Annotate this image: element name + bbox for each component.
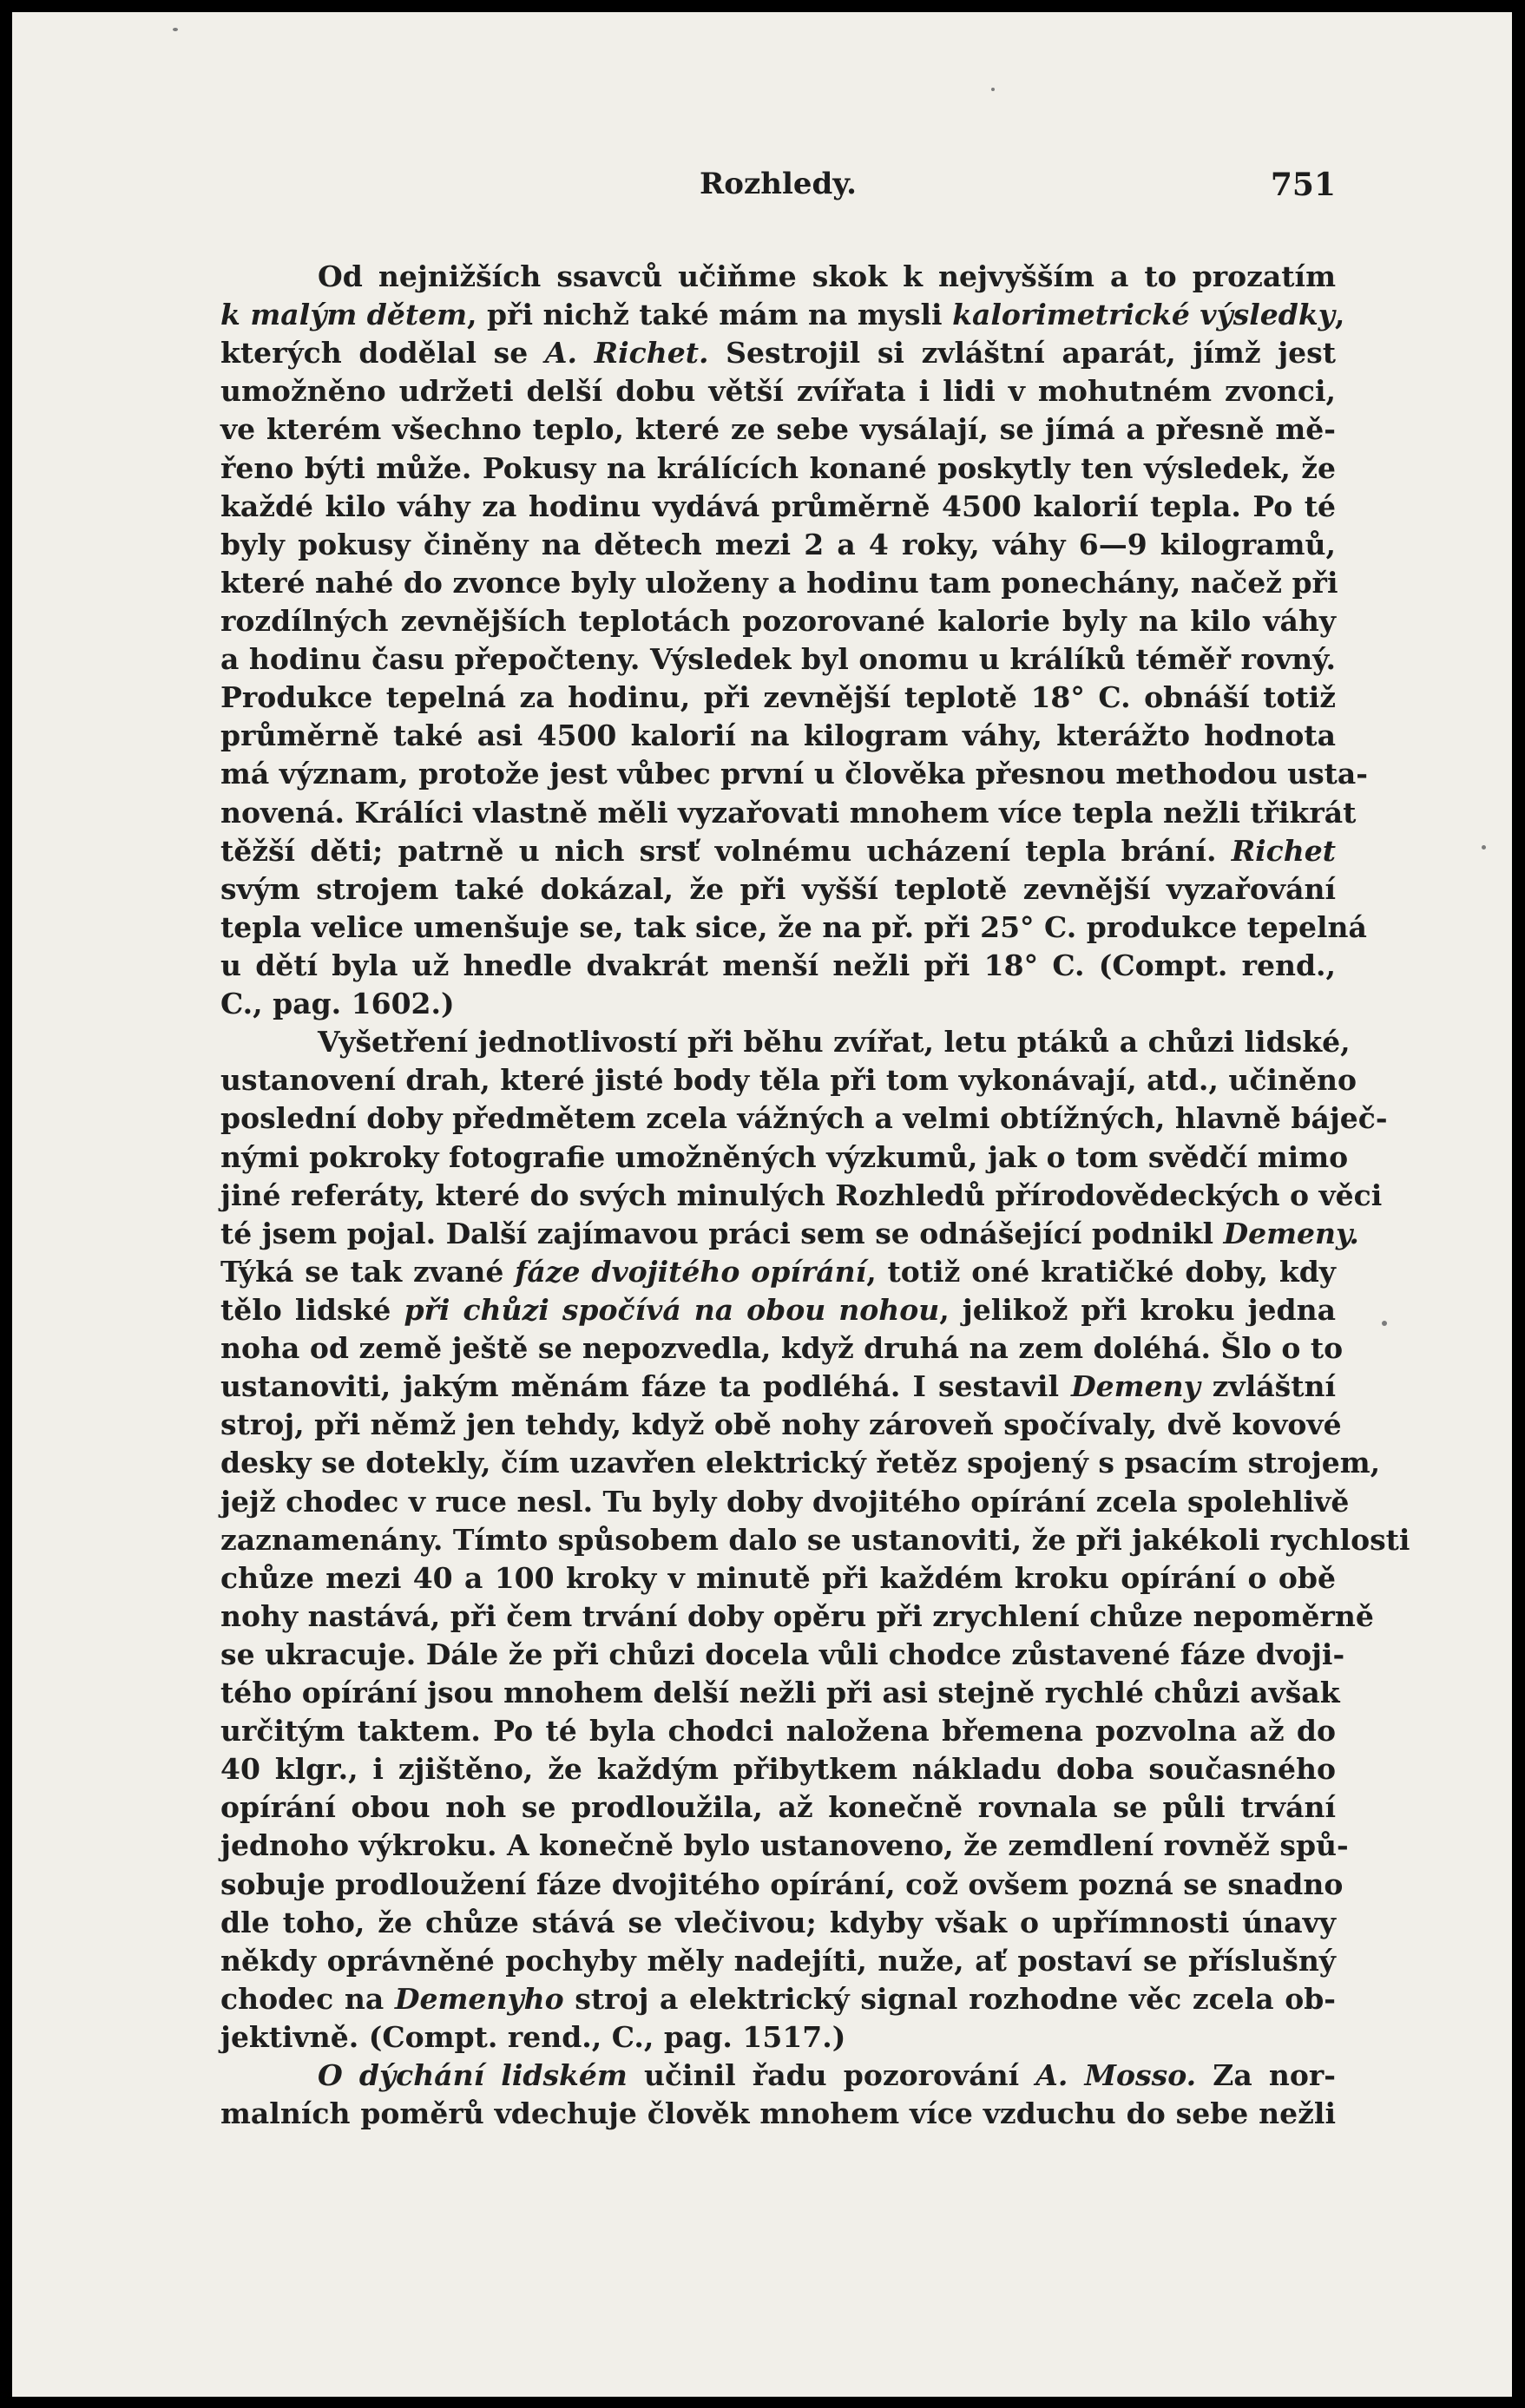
italic-text: O dýchání lidském bbox=[318, 2058, 628, 2093]
text-run: těžší děti; patrně u nich srsť volnému ucházení tepla brání. bbox=[220, 833, 1232, 868]
text-line bbox=[220, 258, 1336, 296]
text-run: Produkce tepelná za hodinu, při zevnější teplotě 18° C. obnáší totiž bbox=[220, 680, 1336, 715]
text-line bbox=[220, 1788, 1336, 1827]
text-run: sobuje prodloužení fáze dvojitého opírání, což ovšem pozná se snadno bbox=[220, 1867, 1344, 1901]
italic-text: při chůzi spočívá na obou nohou bbox=[404, 1292, 940, 1327]
text-line bbox=[220, 602, 1336, 640]
text-run: každé kilo váhy za hodinu vydává průměrně 4500 kalorií tepla. Po té bbox=[220, 489, 1336, 523]
text-run: určitým taktem. Po té byla chodci naložena břemena pozvolna až do bbox=[220, 1714, 1336, 1749]
text-run: má význam, protože jest vůbec první u člověka přesnou methodou usta- bbox=[220, 757, 1368, 791]
text-line bbox=[220, 1750, 1336, 1788]
text-line bbox=[220, 1215, 1359, 1253]
text-line bbox=[220, 947, 1336, 985]
text-run: , jelikož při kroku jedna bbox=[939, 1292, 1336, 1327]
text-run: zvláštní bbox=[1200, 1369, 1336, 1404]
text-line bbox=[220, 2057, 1336, 2095]
text-run: novená. Králíci vlastně měli vyzařovati mnohem více tepla nežli třikrát bbox=[220, 795, 1357, 830]
text-run: té jsem pojal. Další zajímavou práci sem se odnášející podnikl bbox=[220, 1216, 1224, 1250]
text-run: stroj a elektrický signal rozhodne věc zcela ob- bbox=[563, 1981, 1336, 2016]
text-line bbox=[220, 1598, 1374, 1636]
text-run: jejž chodec v ruce nesl. Tu byly doby dvojitého opírání zcela spolehlivě bbox=[220, 1484, 1350, 1519]
text-line bbox=[220, 449, 1336, 488]
text-run: tepla velice umenšuje se, tak sice, že na př. při 25° C. produkce tepelná bbox=[220, 909, 1367, 944]
text-line bbox=[220, 985, 1336, 1023]
text-line bbox=[220, 1023, 1351, 1061]
print-speck bbox=[1382, 1321, 1387, 1326]
text-line bbox=[220, 488, 1336, 526]
text-line bbox=[220, 372, 1336, 410]
text-run: 40 klgr., i zjištěno, že každým přibytkem nákladu doba současného bbox=[220, 1752, 1336, 1787]
text-line bbox=[220, 1329, 1344, 1368]
text-run: , při nichž také mám na mysli bbox=[467, 298, 953, 332]
text-line bbox=[220, 679, 1336, 717]
text-run: dle toho, že chůze stává se vlečivou; kdyby však o upřímnosti únavy bbox=[220, 1905, 1336, 1939]
print-speck bbox=[173, 28, 178, 31]
text-run: tělo lidské bbox=[220, 1292, 404, 1327]
text-run: jektivně. (Compt. rend., C., pag. 1517.) bbox=[220, 2020, 846, 2055]
italic-text: Demenyho bbox=[394, 1981, 564, 2016]
text-line bbox=[220, 794, 1357, 832]
text-run: malních poměrů vdechuje člověk mnohem více vzduchu do sebe nežli bbox=[220, 2096, 1336, 2131]
text-line bbox=[220, 1521, 1410, 1559]
text-line bbox=[220, 1177, 1383, 1215]
text-line bbox=[220, 1138, 1349, 1177]
text-run: tého opírání jsou mnohem delší nežli při asi stejně rychlé chůzi avšak bbox=[220, 1676, 1340, 1710]
print-speck bbox=[991, 88, 995, 91]
text-run: a hodinu času přepočteny. Výsledek byl onomu u králíků téměř rovný. bbox=[220, 642, 1336, 677]
text-run: průměrně také asi 4500 kalorií na kilogram váhy, kterážto hodnota bbox=[220, 718, 1336, 753]
text-run: učinil řadu pozorování bbox=[627, 2058, 1036, 2093]
text-line bbox=[220, 1368, 1336, 1406]
text-run: byly pokusy činěny na dětech mezi 2 a 4 roky, váhy 6—9 kilogramů, bbox=[220, 527, 1336, 561]
text-line bbox=[220, 526, 1336, 564]
text-run: stroj, při němž jen tehdy, když obě nohy zároveň spočívaly, dvě kovové bbox=[220, 1407, 1342, 1442]
italic-text: fáze dvojitého opírání bbox=[515, 1254, 867, 1289]
text-run: které nahé do zvonce byly uloženy a hodinu tam ponechány, načež při bbox=[220, 565, 1338, 600]
text-run: svým strojem také dokázal, že při vyšší teplotě zevnější vyzařování bbox=[220, 871, 1336, 906]
text-run: nými pokroky fotografie umožněných výzkumů, jak o tom svědčí mimo bbox=[220, 1139, 1349, 1174]
text-line bbox=[220, 1904, 1336, 1942]
text-run: ve kterém všechno teplo, které ze sebe vysálají, se jímá a přesně mě- bbox=[220, 412, 1336, 447]
text-line bbox=[220, 564, 1336, 602]
text-line bbox=[220, 870, 1336, 909]
text-line bbox=[220, 1253, 1336, 1291]
text-line bbox=[220, 1099, 1388, 1138]
text-line bbox=[220, 717, 1336, 755]
text-line bbox=[220, 755, 1368, 793]
body-text bbox=[220, 258, 1410, 2133]
text-line bbox=[220, 1942, 1336, 1980]
text-run: Od nejnižších ssavců učiňme skok k nejvyšším a to prozatím bbox=[318, 259, 1336, 293]
text-run: ustanoviti, jakým měnám fáze ta podléhá. I sestavil bbox=[220, 1369, 1072, 1404]
text-run: u dětí byla už hnedle dvakrát menší nežli při 18° C. (Compt. rend., bbox=[220, 948, 1336, 982]
text-line bbox=[220, 640, 1336, 679]
text-run: chůze mezi 40 a 100 kroky v minutě při každém kroku opírání o obě bbox=[220, 1560, 1336, 1595]
text-line bbox=[220, 296, 1345, 334]
text-line bbox=[220, 1674, 1340, 1712]
text-line bbox=[220, 334, 1336, 372]
italic-text: kalorimetrické výsledky bbox=[952, 298, 1335, 332]
text-line bbox=[220, 1980, 1336, 2018]
text-line bbox=[220, 1483, 1350, 1521]
italic-text: Richet bbox=[1231, 833, 1336, 868]
text-line bbox=[220, 1827, 1349, 1865]
page-header bbox=[220, 167, 1336, 219]
text-run: opírání obou noh se prodloužila, až konečně rovnala se půli trvání bbox=[220, 1790, 1336, 1825]
text-line bbox=[220, 1444, 1381, 1482]
text-run: Za nor- bbox=[1196, 2058, 1337, 2093]
text-line bbox=[220, 1712, 1336, 1750]
text-line bbox=[220, 1061, 1357, 1099]
text-line bbox=[220, 1866, 1344, 1904]
text-run: Sestrojil si zvláštní aparát, jímž jest bbox=[708, 336, 1336, 371]
text-line bbox=[220, 832, 1336, 870]
text-run: poslední doby předmětem zcela vážných a velmi obtížných, hlavně báječ- bbox=[220, 1101, 1388, 1136]
text-run: jednoho výkroku. A konečně bylo ustanoveno, že zemdlení rovněž spů- bbox=[220, 1828, 1349, 1863]
text-line bbox=[220, 2095, 1336, 2133]
running-title: Rozhledy. bbox=[700, 167, 857, 201]
text-line bbox=[220, 2018, 1336, 2057]
text-run: chodec na bbox=[220, 1981, 395, 2016]
text-run: , totiž oné kratičké doby, kdy bbox=[866, 1254, 1336, 1289]
text-line bbox=[220, 1559, 1336, 1598]
text-line bbox=[220, 1406, 1342, 1444]
text-line bbox=[220, 1291, 1336, 1329]
italic-text: A. Richet. bbox=[544, 336, 709, 371]
text-run: Vyšetření jednotlivostí při běhu zvířat, letu ptáků a chůzi lidské, bbox=[318, 1025, 1351, 1060]
text-run: ustanovení drah, které jisté body těla při tom vykonávají, atd., učiněno bbox=[220, 1063, 1357, 1098]
text-run: Týká se tak zvané bbox=[220, 1254, 516, 1289]
italic-text: Demeny bbox=[1071, 1369, 1200, 1404]
text-run: desky se dotekly, čím uzavřen elektrický řetěz spojený s psacím strojem, bbox=[220, 1446, 1381, 1480]
text-run: C., pag. 1602.) bbox=[220, 987, 455, 1021]
text-run: umožněno udržeti delší dobu větší zvířata i lidi v mohutném zvonci, bbox=[220, 374, 1336, 409]
text-run: , bbox=[1334, 298, 1345, 332]
print-speck bbox=[1482, 845, 1486, 850]
italic-text: A. Mosso. bbox=[1035, 2058, 1197, 2093]
text-run: řeno býti může. Pokusy na králících konané poskytly ten výsledek, že bbox=[220, 450, 1336, 485]
text-line bbox=[220, 1636, 1345, 1674]
text-run: noha od země ještě se nepozvedla, když druhá na zem doléhá. Šlo o to bbox=[220, 1331, 1344, 1366]
text-run: jiné referáty, které do svých minulých Rozhledů přírodovědeckých o věci bbox=[220, 1178, 1383, 1212]
text-run: kterých dodělal se bbox=[220, 336, 545, 371]
page-number: 751 bbox=[1270, 167, 1336, 203]
book-page bbox=[12, 12, 1512, 2397]
text-run: nohy nastává, při čem trvání doby opěru při zrychlení chůze nepoměrně bbox=[220, 1598, 1374, 1633]
text-line bbox=[220, 410, 1336, 449]
text-run: se ukracuje. Dále že při chůzi docela vůli chodce zůstavené fáze dvoji- bbox=[220, 1637, 1345, 1671]
text-line bbox=[220, 909, 1367, 947]
text-run: někdy oprávněné pochyby měly nadejíti, nuže, ať postaví se příslušný bbox=[220, 1943, 1336, 1978]
italic-text: Demeny. bbox=[1223, 1216, 1359, 1250]
text-run: rozdílných zevnějších teplotách pozorované kalorie byly na kilo váhy bbox=[220, 603, 1336, 638]
italic-text: k malým dětem bbox=[220, 298, 467, 332]
text-run: zaznamenány. Tímto spůsobem dalo se ustanoviti, že při jakékoli rychlosti bbox=[220, 1522, 1410, 1557]
